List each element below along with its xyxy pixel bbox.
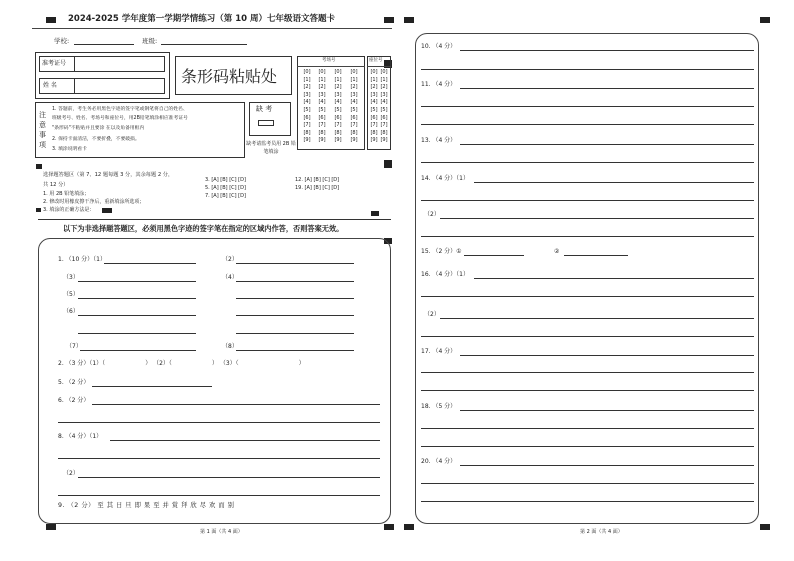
class-field[interactable] (161, 44, 247, 45)
page-footer: 第 2 面（共 4 面） (580, 529, 623, 535)
school-field[interactable] (74, 44, 134, 45)
q1-6-answer-line2[interactable] (78, 333, 196, 334)
q10-answer[interactable] (460, 50, 754, 51)
q11-answer-line2[interactable] (421, 106, 754, 107)
sheet-title: 2024-2025 学年度第一学期学情练习（第 10 周）七年级语文答题卡 (68, 14, 336, 24)
mc-question[interactable]: 12. [A] [B] [C] [D] (295, 177, 340, 183)
mc-title: 选择题答题区（第 7、12 题每题 3 分，其余每题 2 分， (43, 172, 174, 178)
q1-4-answer-line3[interactable] (236, 315, 354, 316)
q14-2-answer[interactable] (440, 218, 754, 219)
mc-question[interactable]: 5. [A] [B] [C] [D] (205, 185, 246, 191)
q1-5-answer[interactable] (78, 298, 196, 299)
q1-2-label: （2） (222, 256, 238, 263)
zuowei-header: 座位号 (369, 58, 383, 63)
q2-label (58, 361, 305, 367)
fill-example-mark (102, 208, 112, 213)
q10-label: 10. （4 分） (421, 43, 457, 50)
notice-line: 班级考号、姓名、考场号和座位号，用2B铅笔填涂相应准考证号 (52, 116, 188, 121)
mc-question[interactable]: 19. [A] [B] [C] [D] (295, 185, 340, 191)
q13-answer[interactable] (460, 144, 754, 145)
q8-2-answer-line2[interactable] (58, 495, 380, 496)
q17-answer-line2[interactable] (421, 372, 754, 373)
q1-4-answer-line4[interactable] (236, 333, 354, 334)
kaohao-digit-col[interactable]: [0] [1] [2] [3] [4] [5] [6] [7] [8] [9] (350, 69, 358, 144)
mc-note: 1. 用 2B 铅笔填涂； (43, 191, 90, 197)
q6-answer-line2[interactable] (58, 422, 380, 423)
q1-3-answer[interactable] (78, 281, 196, 282)
q8-2-answer[interactable] (78, 477, 380, 478)
q1-4-answer-line2[interactable] (236, 298, 354, 299)
registration-mark (404, 17, 414, 23)
notice-line: "条形码"不粘贴并且要涂 在以及角备用框内 (52, 126, 145, 131)
q1-8-label: （8） (222, 343, 238, 350)
registration-mark (46, 524, 56, 530)
q16-2-answer-line2[interactable] (421, 336, 754, 337)
q15-2-answer[interactable] (564, 255, 628, 256)
q15-label: 15. （2 分）① (421, 248, 462, 255)
q17-answer[interactable] (460, 355, 754, 356)
mc-note: 3. 填涂的正确方法是： (43, 207, 95, 213)
q14-1-answer[interactable] (474, 182, 754, 183)
mc-question[interactable]: 7. [A] [B] [C] [D] (205, 193, 246, 199)
q20-answer-line2[interactable] (421, 483, 754, 484)
q16-1-answer[interactable] (474, 278, 754, 279)
q14-2-answer-line2[interactable] (421, 236, 754, 237)
q18-label: 18. （5 分） (421, 403, 457, 410)
q18-answer[interactable] (460, 410, 754, 411)
mc-question[interactable]: 3. [A] [B] [C] [D] (205, 177, 246, 183)
q11-answer[interactable] (460, 88, 754, 89)
q1-5-label: （5） (63, 291, 79, 298)
q1-label: 1. （10 分）（1） (58, 256, 106, 263)
barcode-label: 条形码粘贴处 (181, 67, 278, 86)
notice-line: 2. 保持卡面清洁，不要折叠，不要破损。 (52, 137, 140, 142)
q11-label: 11. （4 分） (421, 81, 457, 88)
q1-3-label: （3） (63, 274, 79, 281)
q2-part1: 2. （3 分）（1）（ (58, 360, 106, 367)
q1-7-label: （7） (66, 343, 82, 350)
q10-answer-line2[interactable] (421, 69, 754, 70)
zuowei-digit-col[interactable]: [0] [1] [2] [3] [4] [5] [6] [7] [8] [9] (380, 69, 388, 144)
absent-note: 缺考请监考员用 2B 铅笔填涂 (246, 141, 296, 155)
page-footer: 第 1 面（共 4 面） (200, 529, 243, 535)
q8-1-answer-line2[interactable] (58, 458, 380, 459)
kaohao-digit-col[interactable]: [0] [1] [2] [3] [4] [5] [6] [7] [8] [9] (303, 69, 311, 144)
q2-part3: ） （3）（ (211, 360, 239, 367)
q14-1-answer-line2[interactable] (421, 200, 754, 201)
registration-mark (384, 160, 392, 168)
notice-line: 3. 填涂说明看卡 (52, 147, 87, 152)
q17-label: 17. （4 分） (421, 348, 457, 355)
q16-label: 16. （4 分）（1） (421, 271, 469, 278)
q8-label: 8. （4 分）（1） (58, 433, 103, 440)
zuowei-header-divider (367, 66, 391, 67)
q15-1-answer[interactable] (464, 255, 524, 256)
mc-title-2: 共 12 分） (43, 182, 69, 188)
q14-label: 14. （4 分）（1） (421, 175, 469, 182)
q1-6-label: （6） (63, 308, 79, 315)
registration-mark (760, 524, 770, 530)
registration-mark (384, 524, 394, 530)
q1-8-answer[interactable] (236, 350, 354, 351)
q5-label: 5. （2 分） (58, 379, 90, 386)
q1-7-answer[interactable] (80, 350, 196, 351)
q13-label: 13. （4 分） (421, 137, 457, 144)
mc-note: 2. 修改时用橡皮擦干净后，重新填涂所选项； (43, 199, 145, 205)
school-label: 学校: (54, 37, 70, 45)
q1-4-answer[interactable] (236, 281, 354, 282)
kaohao-header: 考场号 (322, 58, 336, 63)
q8-2-label: （2） (63, 470, 79, 477)
q1-2-answer[interactable] (236, 263, 354, 264)
absent-label: 缺 考 (256, 105, 273, 113)
q16-2-answer[interactable] (440, 318, 754, 319)
kaohao-header-divider (297, 66, 365, 67)
q20-label: 20. （4 分） (421, 458, 457, 465)
title-divider (32, 28, 392, 29)
q20-answer-line3[interactable] (421, 501, 754, 502)
registration-mark (404, 524, 414, 530)
q16-2-label: （2） (424, 311, 440, 318)
q6-label: 6. （2 分） (58, 397, 90, 404)
zuowei-digit-col[interactable]: [0] [1] [2] [3] [4] [5] [6] [7] [8] [9] (370, 69, 378, 144)
notice-label: 注意事项 (39, 111, 46, 149)
kaohao-digit-col[interactable]: [0] [1] [2] [3] [4] [5] [6] [7] [8] [9] (334, 69, 342, 144)
answer-area-warning: 以下为非选择题答题区，必须用黑色字迹的签字笔在指定的区域内作答，否则答案无效。 (63, 224, 344, 233)
q14-2-label: （2） (424, 211, 440, 218)
kaohao-digit-col[interactable]: [0] [1] [2] [3] [4] [5] [6] [7] [8] [9] (318, 69, 326, 144)
registration-mark (46, 17, 56, 23)
q5-answer[interactable] (92, 386, 212, 387)
class-label: 班级: (142, 37, 158, 45)
q1-4-label: （4） (222, 274, 238, 281)
q17-answer-line3[interactable] (421, 390, 754, 391)
q18-answer-line3[interactable] (421, 446, 754, 447)
exam-no-label: 准考证号 (42, 60, 67, 67)
q20-answer[interactable] (460, 465, 754, 466)
q15-2-label: ② (554, 248, 560, 255)
q1-1-answer[interactable] (104, 263, 196, 264)
q8-1-answer[interactable] (110, 440, 380, 441)
q1-6-answer[interactable] (78, 315, 196, 316)
q6-answer[interactable] (92, 404, 380, 405)
notice-line: 1. 答题前，考生务必用黑色字迹的签字笔或钢笔将自己的姓名、 (52, 107, 188, 112)
q9-label: 9. （2 分） 至 其 日 旦 即 果 至 并 赏 拜 欣 尽 欢 而 别 (58, 502, 235, 509)
q11-answer-line3[interactable] (421, 124, 754, 125)
q2-part2: ） （2）（ (145, 360, 172, 367)
q18-answer-line2[interactable] (421, 428, 754, 429)
q16-1-answer-line2[interactable] (421, 296, 754, 297)
registration-mark (384, 17, 394, 23)
q2-part4: ） (298, 360, 305, 367)
name-label: 姓 名 (43, 82, 57, 89)
registration-mark (760, 17, 770, 23)
absent-checkbox[interactable] (258, 120, 274, 126)
q13-answer-line2[interactable] (421, 162, 754, 163)
